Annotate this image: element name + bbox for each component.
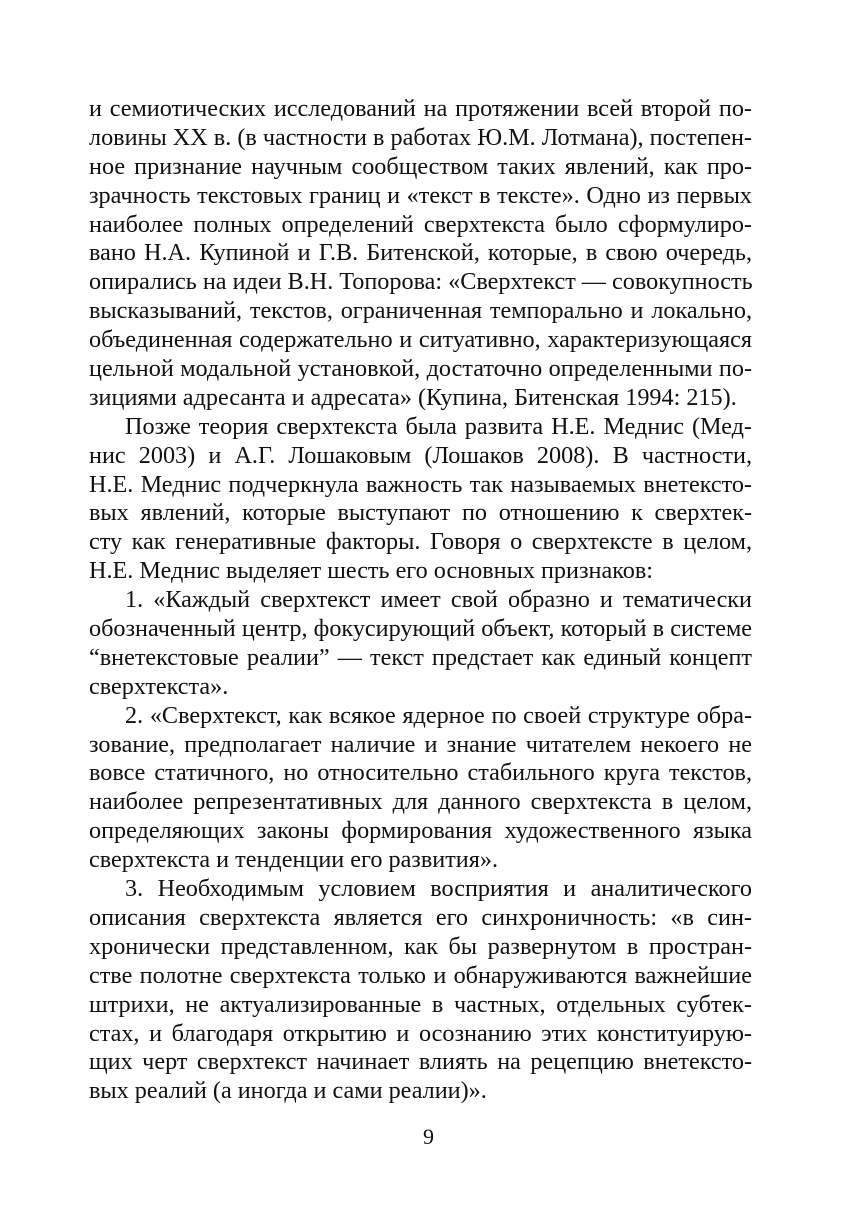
text-line: штрихи, не актуализированные в частных, отдельных субтек-	[89, 990, 752, 1018]
text-line: Н.Е. Меднис выделяет шесть его основных признаков:	[89, 557, 653, 585]
text-line: вых явлений, которые выступают по отношению к сверхтек-	[89, 499, 752, 527]
text-line: щих черт сверхтекст начинает влиять на рецепцию внетексто-	[89, 1048, 752, 1076]
text-line: ное признание научным сообществом таких явлений, как про-	[89, 152, 752, 180]
text-line: и семиотических исследований на протяжении всей второй по-	[89, 95, 752, 122]
text-line: сту как генеративные факторы. Говоря о сверхтексте в целом,	[89, 528, 752, 556]
text-line: зрачность текстовых границ и «текст в тексте». Одно из первых	[89, 181, 752, 209]
text-line: 3. Необходимым условием восприятия и аналитического	[125, 875, 752, 903]
text-line: 1. «Каждый сверхтекст имеет свой образно и тематически	[125, 586, 752, 614]
text-line: описания сверхтекста является его синхроничность: «в син-	[89, 903, 752, 931]
text-line: 2. «Сверхтекст, как всякое ядерное по своей структуре обра-	[125, 701, 752, 729]
text-line: объединенная содержательно и ситуативно, характеризующаяся	[89, 326, 752, 354]
page-body	[89, 95, 752, 1106]
text-line: наиболее полных определений сверхтекста было сформулиро-	[89, 210, 752, 238]
text-line: нис 2003) и А.Г. Лошаковым (Лошаков 2008). В частности,	[89, 441, 752, 469]
paragraph-1	[89, 95, 752, 413]
text-line: зование, предполагает наличие и знание читателем некоего не	[89, 730, 752, 758]
paragraph-3	[89, 586, 752, 702]
text-line: обозначенный центр, фокусирующий объект, который в системе	[89, 615, 752, 643]
text-line: вых реалий (а иногда и сами реалии)».	[89, 1077, 487, 1105]
text-line: вано Н.А. Купиной и Г.В. Битенской, которые, в свою очередь,	[89, 239, 752, 267]
text-line: опирались на идеи В.Н. Топорова: «Сверхтекст — совокупность	[89, 268, 753, 296]
text-line: стве полотне сверхтекста только и обнаруживаются важнейшие	[89, 961, 752, 989]
text-line: Н.Е. Меднис подчеркнула важность так называемых внетексто-	[89, 470, 752, 498]
page-number: 9	[423, 1124, 434, 1149]
text-line: вовсе статичного, но относительно стабильного круга текстов,	[89, 759, 752, 787]
text-line: наиболее репрезентативных для данного сверхтекста в целом,	[89, 788, 752, 816]
text-line: хронически представленном, как бы развернутом в простран-	[89, 932, 752, 960]
text-line: определяющих законы формирования художественного языка	[89, 817, 752, 845]
text-line: зициями адресанта и адресата» (Купина, Битенская 1994: 215).	[89, 383, 737, 411]
paragraph-2	[89, 413, 752, 586]
text-line: сверхтекста».	[89, 672, 229, 700]
text-line: высказываний, текстов, ограниченная темпорально и локально,	[89, 297, 752, 325]
text-line: стах, и благодаря открытию и осознанию этих конституирую-	[89, 1019, 752, 1047]
text-line: ловины XX в. (в частности в работах Ю.М. Лотмана), постепен-	[89, 123, 752, 151]
text-line: цельной модальной установкой, достаточно определенными по-	[89, 355, 752, 383]
text-line: “внетекстовые реалии” — текст предстает как единый концепт	[89, 643, 752, 671]
text-line: сверхтекста и тенденции его развития».	[89, 846, 499, 874]
paragraph-4	[89, 702, 752, 875]
text-line: Позже теория сверхтекста была развита Н.Е. Меднис (Мед-	[125, 412, 752, 440]
paragraph-5	[89, 875, 752, 1106]
